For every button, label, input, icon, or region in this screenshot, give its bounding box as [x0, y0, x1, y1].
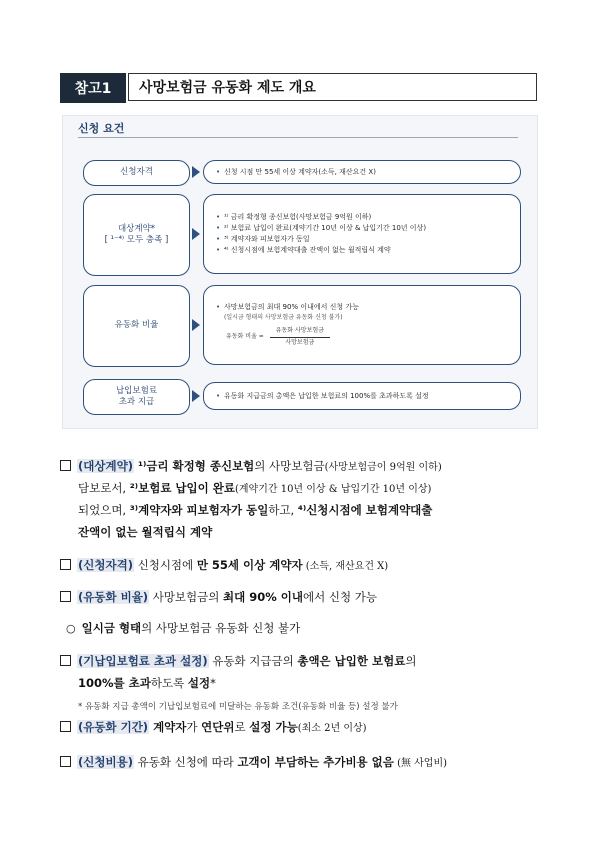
- overpay-label-line2: 초과 지급: [118, 397, 155, 407]
- target-contract-item-line4: 잔액이 없는 월적립식 계약: [78, 525, 213, 539]
- list-item: • ²⁾ 보험료 납입이 완료(계약기간 10년 이상 & 납입기간 10년 이상): [216, 224, 427, 233]
- target-contract-item-line2: 담보로서, ²⁾보험료 납입이 완료(계약기간 10년 이상 & 납입기간 10년 이상): [78, 481, 432, 495]
- conversion-ratio-label-box: [83, 285, 190, 367]
- target-contract-item: (대상계약) ¹⁾금리 확정형 종신보험의 사망보험금(사망보험금이 9억원 이하): [60, 458, 442, 474]
- list-item: • ³⁾ 계약자와 피보험자가 동일: [216, 235, 310, 243]
- eligibility-label-box: [83, 160, 190, 186]
- checkbox-icon: [60, 655, 71, 666]
- overpay-item: (기납입보험료 초과 설정) 유동화 지급금의 총액은 납입한 보험료의: [60, 653, 416, 669]
- conversion-ratio-item: (유동화 비율) 사망보험금의 최대 90% 이내에서 신청 가능: [60, 589, 377, 605]
- arrow-icon: [192, 166, 200, 178]
- overpay-content-box: [203, 382, 521, 410]
- arrow-icon: [192, 319, 200, 331]
- eligibility-label: 신청자격: [120, 167, 153, 178]
- conversion-ratio-label: 유동화 비율: [114, 320, 159, 331]
- target-contract-item-line3: 되었으며, ³⁾계약자와 피보험자가 동일하고, ⁴⁾신청시점에 보험계약대출: [78, 503, 433, 517]
- application-cost-item: (신청비용) 유동화 신청에 따라 고객이 부담하는 추가비용 없음 (無 사업비): [60, 754, 447, 770]
- checkbox-icon: [60, 756, 71, 767]
- list-item: • 유동화 지급금의 총액은 납입한 보험료의 100%를 초과하도록 설정: [216, 391, 429, 400]
- overpay-footnote: * 유동화 지급 총액이 기납입보험료에 미달하는 유동화 조건(유동화 비율 등) 설정 불가: [78, 702, 398, 712]
- list-item: • ⁴⁾ 신청시점에 보험계약대출 잔액이 없는 월적립식 계약: [216, 245, 391, 254]
- formula-denominator: 사망보험금: [285, 339, 315, 347]
- checkbox-icon: [60, 591, 71, 602]
- conversion-ratio-content-box: [203, 285, 521, 365]
- overpay-label-line1: 납입보험료: [115, 385, 158, 396]
- conversion-ratio-subitem: ○ 일시금 형태의 사망보험금 유동화 신청 불가: [66, 621, 301, 635]
- list-item: • ¹⁾ 금리 확정형 종신보험(사망보험금 9억원 이하): [216, 213, 372, 222]
- target-contract-label: 대상계약*: [117, 223, 156, 234]
- diagram-title-divider: [78, 137, 518, 138]
- conversion-note: (일시금 형태의 사망보험금 유동화 신청 불가): [224, 314, 343, 322]
- formula-fraction: [270, 326, 330, 347]
- eligibility-item: (신청자격) 신청시점에 만 55세 이상 계약자 (소득, 재산요건 X): [60, 557, 388, 573]
- diagram-title: 신청 요건: [78, 122, 125, 135]
- reference-tag: 참고1: [60, 73, 126, 103]
- overpay-item-line2: 100%를 초과하도록 설정*: [78, 676, 216, 690]
- list-item: • 신청 시점 만 55세 이상 계약자(소득, 재산요건 X): [216, 167, 376, 176]
- ratio-formula: [216, 326, 510, 347]
- checkbox-icon: [60, 460, 71, 471]
- eligibility-content-box: [203, 160, 521, 184]
- overpay-label-box: [83, 379, 190, 415]
- fraction-bar: [270, 337, 330, 338]
- checkbox-icon: [60, 559, 71, 570]
- circle-bullet-icon: ○: [66, 622, 76, 635]
- arrow-icon: [192, 390, 200, 402]
- conversion-period-item: (유동화 기간) 계약자가 연단위로 설정 가능(최소 2년 이상): [60, 719, 367, 735]
- target-contract-content-box: [203, 194, 521, 274]
- arrow-icon: [192, 228, 200, 240]
- target-contract-label-box: [83, 194, 190, 276]
- list-item: • 사망보험금의 최대 90% 이내에서 신청 가능: [216, 303, 359, 312]
- page-title: 사망보험금 유동화 제도 개요: [128, 73, 537, 101]
- formula-lhs: 유동화 비율 =: [226, 333, 264, 341]
- formula-numerator: 유동화 사망보험금: [275, 327, 324, 335]
- checkbox-icon: [60, 721, 71, 732]
- target-contract-sublabel: [ ¹⁻⁴⁾ 모두 충족 ]: [104, 235, 169, 245]
